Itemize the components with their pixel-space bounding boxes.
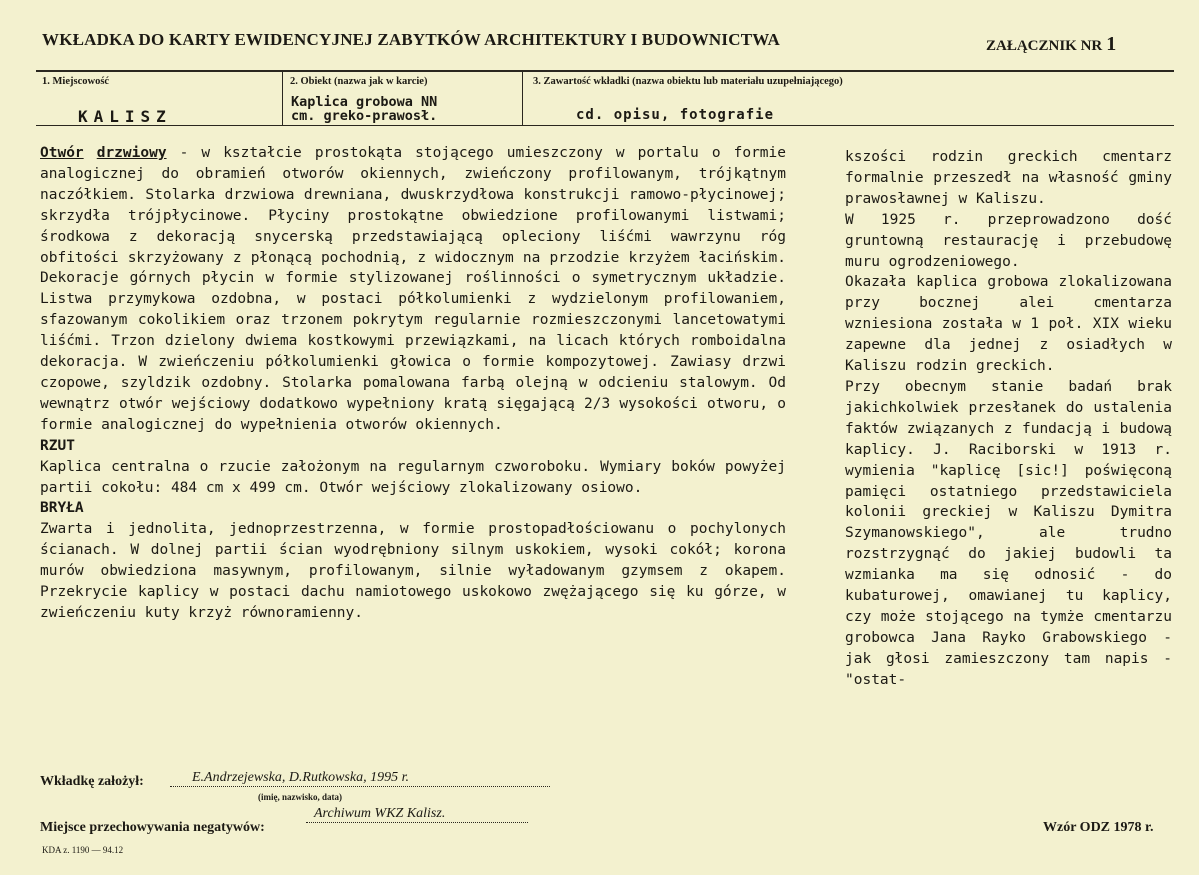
side-column (845, 147, 1172, 691)
place-value: KALISZ (78, 107, 172, 126)
object-value-line2: cm. greko-prawosł. (291, 108, 438, 124)
negatives-value: Archiwum WKZ Kalisz. (306, 806, 528, 823)
side-paragraph-3: Okazała kaplica grobowa zlokalizowana przy bocznej alei cmentarza wzniesiona została w 1 poł. XIX wieku zapewne dla jednej z osiadłych w Kaliszu rodzin greckich. (845, 274, 1172, 375)
side-paragraph-1: kszości rodzin greckich cmentarz formalnie przeszedł na własność gminy prawosławnej w Kaliszu. (845, 149, 1172, 207)
side-paragraph-2: W 1925 r. przeprowadzono dość gruntowną restaurację i przebudowę muru ogrodzeniowego. (845, 211, 1172, 270)
bryla-text: Zwarta i jednolita, jednoprzestrzenna, w formie prostopadłościowanu o pochylonych ścianach. W dolnej partii ścian wyodrębniony silnym uskokiem, wysoki cokół; korona murów obwiedziona masywnym, profilowanym, silnie wyładowanym gzymsem z okapem. Przekrycie kaplicy w postaci dachu namiotowego uskokowo zwężającego się ku górze, w zwieńczeniu kuty krzyż równoramienny. (40, 521, 786, 621)
door-term-2: drzwiowy (96, 145, 167, 161)
author-value: E.Andrzejewska, D.Rutkowska, 1995 r. (170, 770, 550, 787)
field-divider-2 (522, 71, 523, 125)
content-value: cd. opisu, fotografie (576, 107, 775, 123)
place-label: 1. Miejscowość (42, 76, 110, 87)
rzut-heading: RZUT (40, 437, 75, 454)
door-term-1: Otwór (40, 145, 84, 161)
bryla-heading: BRYŁA (40, 500, 84, 517)
negatives-label: Miejsce przechowywania negatywów: (40, 820, 265, 835)
form-model: Wzór ODZ 1978 r. (1043, 820, 1154, 835)
field-divider-1 (282, 71, 283, 125)
form-title: WKŁADKA DO KARTY EWIDENCYJNEJ ZABYTKÓW ARCHITEKTURY I BUDOWNICTWA (42, 30, 781, 49)
author-label: Wkładkę założył: (40, 774, 144, 789)
object-value (291, 95, 437, 123)
attachment-label: ZAŁĄCZNIK NR (986, 38, 1103, 54)
door-paragraph (40, 143, 786, 436)
print-code: KDA z. 1190 — 94.12 (42, 845, 124, 855)
header-rule (36, 70, 1174, 72)
fields-rule (36, 125, 1174, 126)
object-value-line1: Kaplica grobowa NN (291, 94, 438, 110)
side-paragraph-4: Przy obecnym stanie badań brak jakichkolwiek przesłanek do ustalenia faktów związanych z fundacją i budową kaplicy. J. Raciborski w 1913 r. wymienia "kaplicę [sic!] poświęconą pamięci ostatniego przedstawiciela kolonii greckiej w Kaliszu Dymitra Szymanowskiego", ale trudno rozstrzygnąć do jakiej budowli ta wzmianka ma się odnosić - do kubaturowej, omawianej tu kaplicy, czy może stojącego na tymże cmentarzu grobowca Jana Rayko Grabowskiego - jak głosi zamieszczony tam napis - "ostat- (845, 378, 1172, 688)
door-text: - w kształcie prostokąta stojącego umieszczony w portalu o formie analogicznej do obramień otworów okiennych, zwieńczony profilowanym, trójkątnym naczółkiem. Stolarka drzwiowa drewniana, dwuskrzydłowa konstrukcji ramowo-płycinowej; skrzydła trójpłycinowe. Płyciny prostokątne obwiedzione profilowanymi listwami; środkowa z dekoracją snycerską przedstawiającą opleciony liśćmi wawrzynu róg obfitości skrzyżowany z płonącą pochodnią, z widocznym na przodzie krzyżem łacińskim. Dekoracje górnych płycin w formie stylizowanej roślinności o symetrycznym układzie. Listwa przymykowa ozdobna, w postaci półkolumienki z wydzielonym profilowaniem, sfazowanym cokolikiem oraz trzonem pokrytym regularnie rozmieszczonymi lancetowatymi liśćmi. Trzon dzielony dwiema kostkowymi przewiązkami, na licach których romboidalna dekoracja. W zwieńczeniu półkolumienki głowica o formie kompozytowej. Zawiasy drzwi czopowe, szyldzik ozdobny. Stolarka pomalowana farbą olejną w odcieniu stalowym. Od wewnątrz otwór wejściowy dodatkowo wypełniony kratą sięgającą 2/3 wysokości otworu, o formie analogicznej do wypełnienia otworów okiennych. (40, 145, 786, 433)
object-label: 2. Obiekt (nazwa jak w karcie) (290, 76, 428, 87)
main-description (40, 143, 786, 624)
attachment-number (986, 33, 1116, 56)
content-label: 3. Zawartość wkładki (nazwa obiektu lub materiału uzupełniającego) (533, 76, 843, 87)
attachment-number-value: 1 (1106, 33, 1117, 55)
rzut-text: Kaplica centralna o rzucie założonym na regularnym czworoboku. Wymiary boków powyżej partii cokołu: 484 cm x 499 cm. Otwór wejściowy zlokalizowany osiowo. (40, 458, 786, 496)
author-hint: (imię, nazwisko, data) (258, 792, 342, 802)
